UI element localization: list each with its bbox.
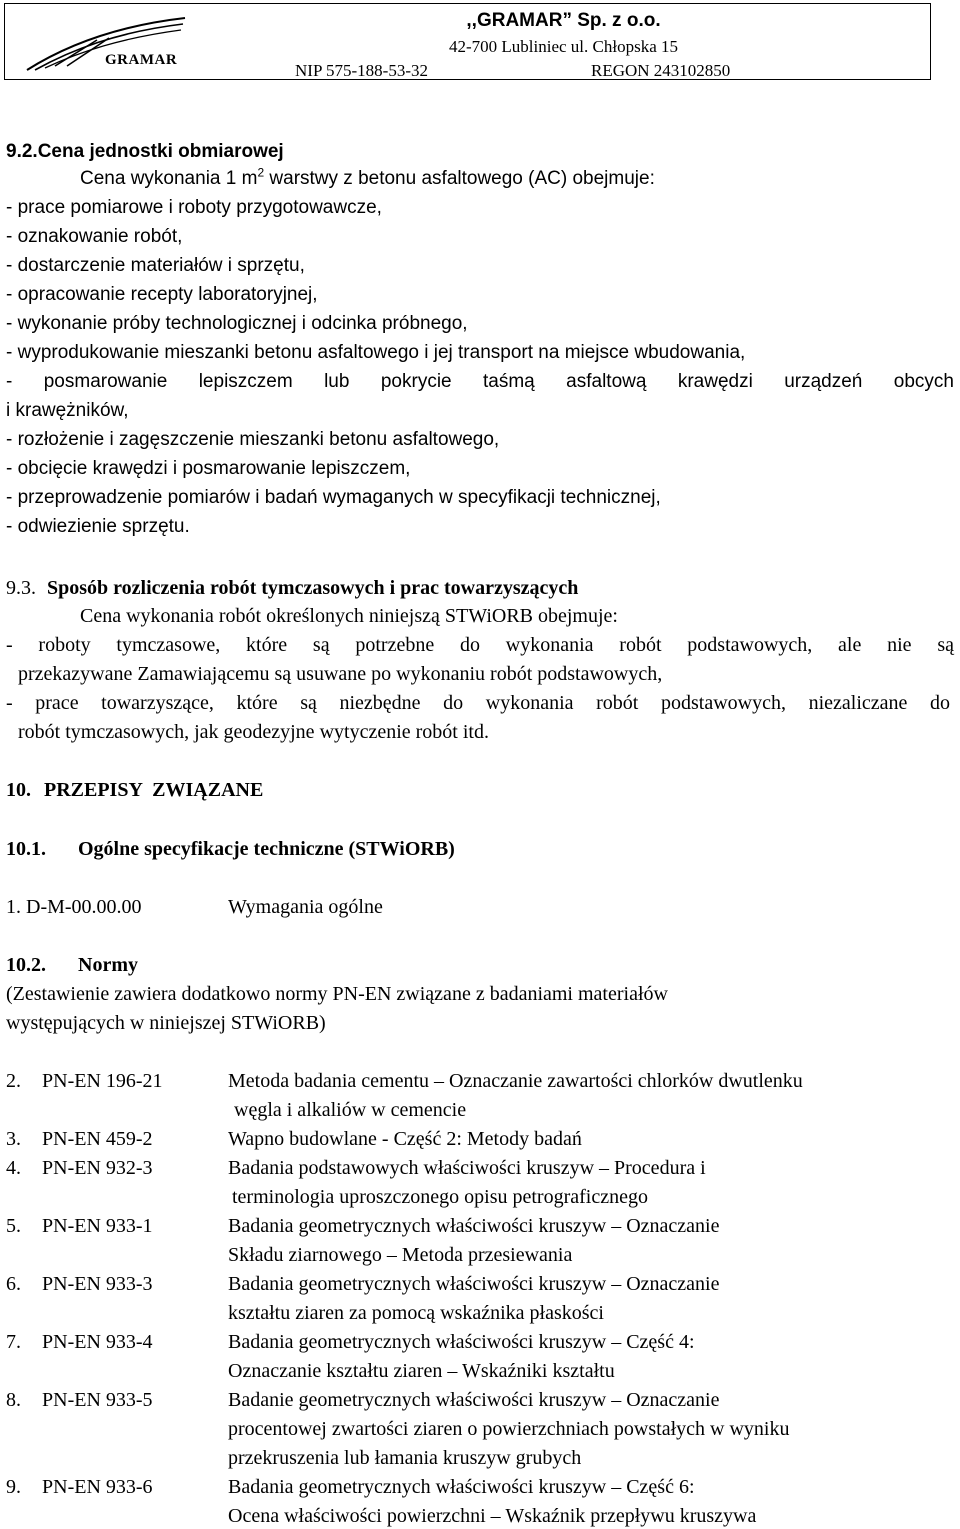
list-item: - przeprowadzenie pomiarów i badań wymaganych w specyfikacji technicznej, bbox=[6, 487, 661, 508]
section-number: 10.2. bbox=[6, 954, 46, 976]
list-item: - wyprodukowanie mieszanki betonu asfaltowego i jej transport na miejsce wbudowania, bbox=[6, 342, 746, 363]
norm-desc: Badania geometrycznych właściwości kruszyw – Część 6: bbox=[228, 1476, 695, 1498]
section-number: 9.3. bbox=[6, 577, 36, 599]
section-number: 10.1. bbox=[6, 838, 46, 860]
norm-number: 7. bbox=[6, 1331, 21, 1353]
norm-desc: terminologia uproszczonego opisu petrograficznego bbox=[232, 1186, 648, 1208]
spec-item-desc: Wymagania ogólne bbox=[228, 896, 383, 918]
list-item: - odwiezienie sprzętu. bbox=[6, 516, 190, 537]
norm-code: PN-EN 933-1 bbox=[42, 1215, 153, 1237]
paragraph-line: - prace towarzyszące, które są niezbędne do wykonania robót podstawowych, niezaliczane do bbox=[6, 692, 950, 714]
section-10-2-title: Normy bbox=[78, 954, 138, 976]
section-9-2-heading bbox=[6, 140, 284, 164]
norm-number: 2. bbox=[6, 1070, 21, 1092]
norm-code: PN-EN 459-2 bbox=[42, 1128, 153, 1150]
section-9-2-intro bbox=[80, 167, 655, 191]
norm-desc: Oznaczanie kształtu ziaren – Wskaźniki kształtu bbox=[228, 1360, 615, 1382]
section-number: 10. bbox=[6, 779, 31, 801]
norm-desc: Badanie geometrycznych właściwości kruszyw – Oznaczanie bbox=[228, 1389, 720, 1411]
section-title: PRZEPISY ZWIĄZANE bbox=[44, 779, 264, 801]
company-nip: NIP 575-188-53-32 bbox=[295, 61, 428, 80]
list-item: - obcięcie krawędzi i posmarowanie lepiszczem, bbox=[6, 458, 411, 479]
intro-text-suffix: warstwy z betonu asfaltowego (AC) obejmuje: bbox=[264, 168, 655, 189]
norm-desc: przekruszenia lub łamania kruszyw grubych bbox=[228, 1447, 582, 1469]
norms-note: występujących w niniejszej STWiORB) bbox=[6, 1012, 326, 1034]
logo-text: GRAMAR bbox=[105, 52, 178, 68]
norm-number: 9. bbox=[6, 1476, 21, 1498]
section-9-3-intro: Cena wykonania robót określonych niniejszą STWiORB obejmuje: bbox=[80, 605, 618, 627]
norm-number: 4. bbox=[6, 1157, 21, 1179]
norm-code: PN-EN 933-5 bbox=[42, 1389, 153, 1411]
list-item: - posmarowanie lepiszczem lub pokrycie taśmą asfaltową krawędzi urządzeń obcych bbox=[6, 371, 954, 392]
section-10-2-heading bbox=[6, 953, 46, 977]
list-item: - opracowanie recepty laboratoryjnej, bbox=[6, 284, 318, 305]
norm-desc: Ocena właściwości powierzchni – Wskaźnik przepływu kruszywa bbox=[228, 1505, 757, 1527]
norm-desc: Metoda badania cementu – Oznaczanie zawartości chlorków dwutlenku bbox=[228, 1070, 803, 1092]
norm-code: PN-EN 933-3 bbox=[42, 1273, 153, 1295]
norm-desc: Składu ziarnowego – Metoda przesiewania bbox=[228, 1244, 573, 1266]
norm-code: PN-EN 933-6 bbox=[42, 1476, 153, 1498]
section-10-1-title: Ogólne specyfikacje techniczne (STWiORB) bbox=[78, 838, 455, 860]
list-item: - dostarczenie materiałów i sprzętu, bbox=[6, 255, 305, 276]
section-number: 9.2. bbox=[6, 141, 38, 162]
company-logo bbox=[5, 4, 195, 79]
norm-desc: Badania geometrycznych właściwości kruszyw – Oznaczanie bbox=[228, 1215, 720, 1237]
norm-desc: kształtu ziaren za pomocą wskaźnika płaskości bbox=[228, 1302, 604, 1324]
list-item: - rozłożenie i zagęszczenie mieszanki betonu asfaltowego, bbox=[6, 429, 500, 450]
list-item: i krawężników, bbox=[6, 400, 129, 421]
section-10-1-heading bbox=[6, 837, 46, 861]
spec-item-code: 1. D-M-00.00.00 bbox=[6, 896, 142, 918]
list-item: - oznakowanie robót, bbox=[6, 226, 183, 247]
company-regon: REGON 243102850 bbox=[591, 61, 731, 80]
norm-desc: Badania geometrycznych właściwości kruszyw – Część 4: bbox=[228, 1331, 695, 1353]
norm-desc: Wapno budowlane - Część 2: Metody badań bbox=[228, 1128, 582, 1150]
norm-code: PN-EN 196-21 bbox=[42, 1070, 163, 1092]
norm-number: 8. bbox=[6, 1389, 21, 1411]
intro-text: Cena wykonania 1 m bbox=[80, 168, 258, 189]
section-title: Sposób rozliczenia robót tymczasowych i prac towarzyszących bbox=[47, 577, 579, 599]
superscript: 2 bbox=[257, 165, 265, 180]
company-address: 42-700 Lubliniec ul. Chłopska 15 bbox=[448, 37, 678, 56]
list-item: - wykonanie próby technologicznej i odcinka próbnego, bbox=[6, 313, 468, 334]
norm-number: 3. bbox=[6, 1128, 21, 1150]
letterhead bbox=[4, 3, 931, 80]
company-name: ,,GRAMAR” Sp. z o.o. bbox=[466, 10, 661, 31]
paragraph-line: - roboty tymczasowe, które są potrzebne do wykonania robót podstawowych, ale nie są bbox=[6, 634, 954, 656]
section-10-heading bbox=[6, 778, 263, 802]
list-item: - prace pomiarowe i roboty przygotowawcze, bbox=[6, 197, 382, 218]
norm-desc: Badania geometrycznych właściwości kruszyw – Oznaczanie bbox=[228, 1273, 720, 1295]
norm-desc: Badania podstawowych właściwości kruszyw – Procedura i bbox=[228, 1157, 706, 1179]
paragraph-line: robót tymczasowych, jak geodezyjne wytyczenie robót itd. bbox=[18, 721, 489, 743]
norm-number: 6. bbox=[6, 1273, 21, 1295]
norms-note: (Zestawienie zawiera dodatkowo normy PN-EN związane z badaniami materiałów bbox=[6, 983, 668, 1005]
norm-desc: procentowej zwartości ziaren o powierzchniach powstałych w wyniku bbox=[228, 1418, 790, 1440]
norm-code: PN-EN 933-4 bbox=[42, 1331, 153, 1353]
section-9-3-heading bbox=[6, 576, 578, 600]
section-title: Cena jednostki obmiarowej bbox=[37, 141, 284, 162]
paragraph-line: przekazywane Zamawiającemu są usuwane po wykonaniu robót podstawowych, bbox=[18, 663, 663, 685]
norm-desc: węgla i alkaliów w cemencie bbox=[234, 1099, 467, 1121]
norm-number: 5. bbox=[6, 1215, 21, 1237]
norm-code: PN-EN 932-3 bbox=[42, 1157, 153, 1179]
